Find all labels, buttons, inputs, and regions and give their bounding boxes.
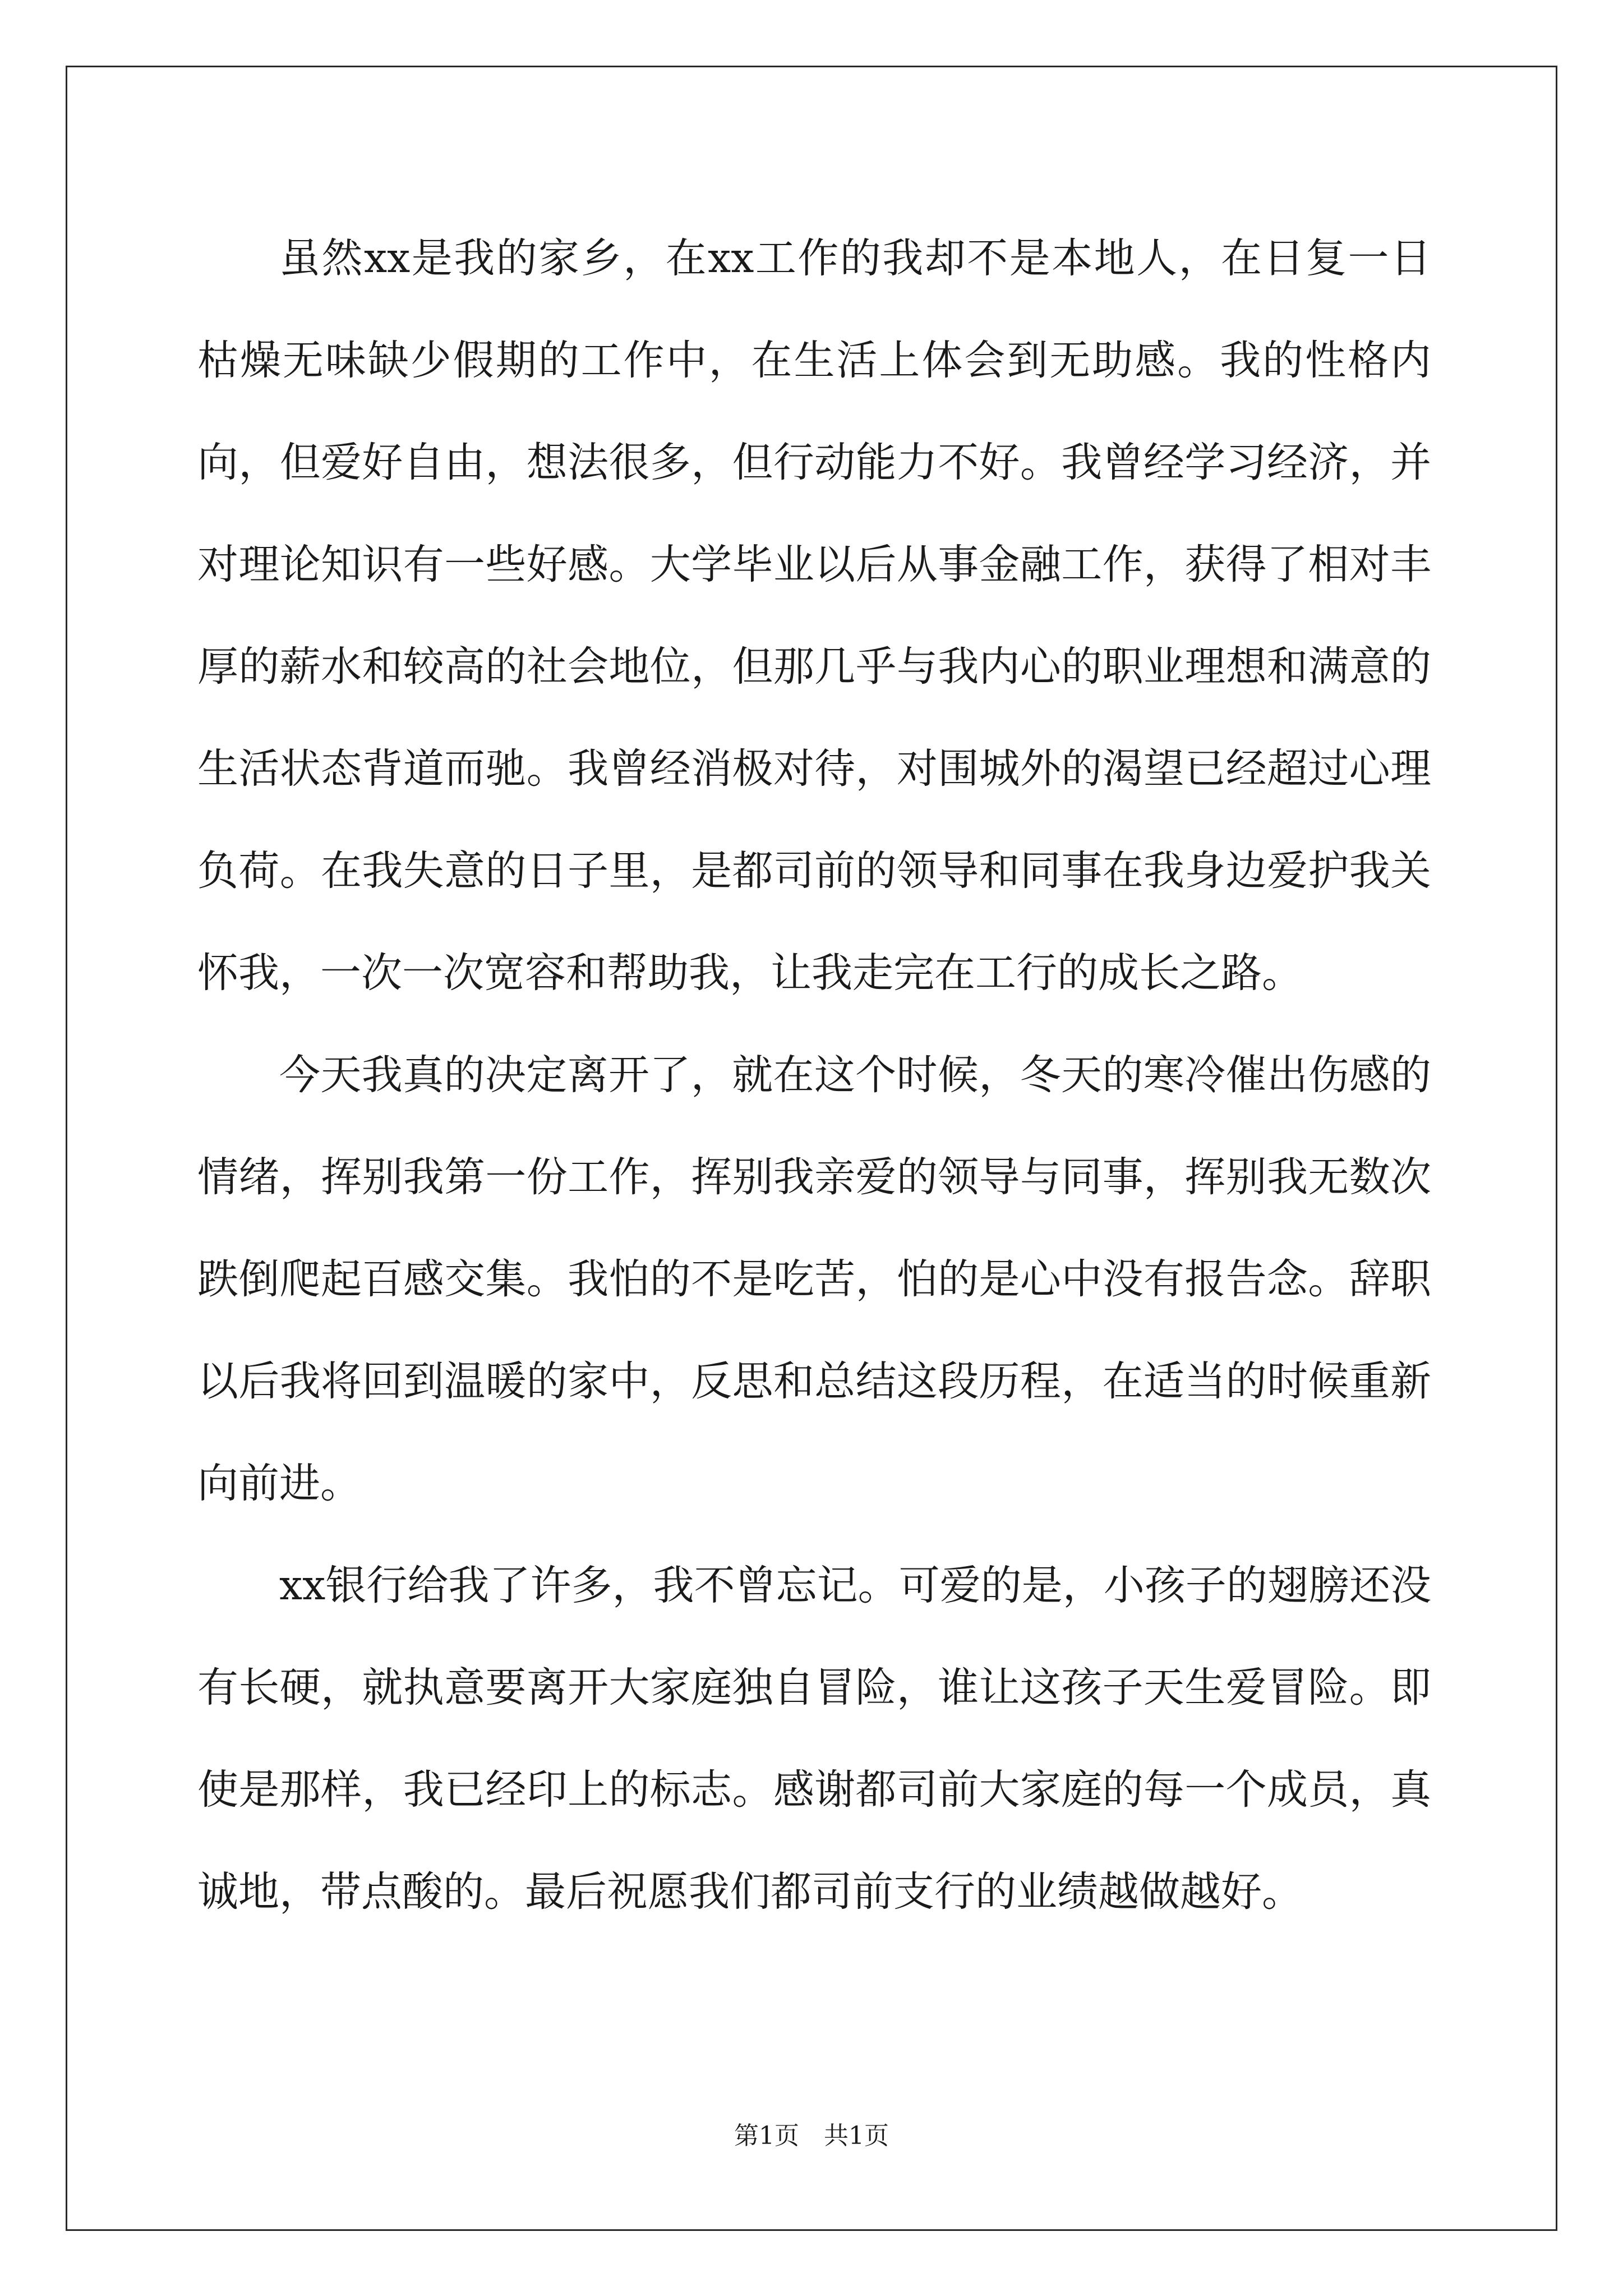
paragraph-3: xx银行给我了许多，我不曾忘记。可爱的是，小孩子的翅膀还没有长硬，就执意要离开大家庭独自冒险，谁让这孩子天生爱冒险。即使是那样，我已经印上的标志。感谢都司前大家庭的每一个成员，真诚地，带点酸的。最后祝愿我们都司前支行的业绩越做越好。 xyxy=(197,1562,1431,1916)
paragraph-1: 虽然xx是我的家乡，在xx工作的我却不是本地人，在日复一日枯燥无味缺少假期的工作中，在生活上体会到无助感。我的性格内向，但爱好自由，想法很多，但行动能力不好。我曾经学习经济，并对理论知识有一些好感。大学毕业以后从事金融工作，获得了相对丰厚的薪水和较高的社会地位，但那几乎与我内心的职业理想和满意的生活状态背道而驰。我曾经消极对待，对围城外的渴望已经超过心理负荷。在我失意的日子里，是都司前的领导和同事在我身边爱护我关怀我，一次一次宽容和帮助我，让我走完在工行的成长之路。 xyxy=(197,234,1431,997)
document-body xyxy=(197,208,1431,1943)
page-number-current: 第1页 xyxy=(734,2122,799,2150)
paragraph-2: 今天我真的决定离开了，就在这个时候，冬天的寒冷催出伤感的情绪，挥别我第一份工作，挥别我亲爱的领导与同事，挥别我无数次跌倒爬起百感交集。我怕的不是吃苦，怕的是心中没有报告念。辞职以后我将回到温暖的家中，反思和总结这段历程，在适当的时候重新向前进。 xyxy=(197,1051,1431,1507)
page-footer xyxy=(0,2119,1623,2153)
page-number-total: 共1页 xyxy=(824,2122,889,2150)
